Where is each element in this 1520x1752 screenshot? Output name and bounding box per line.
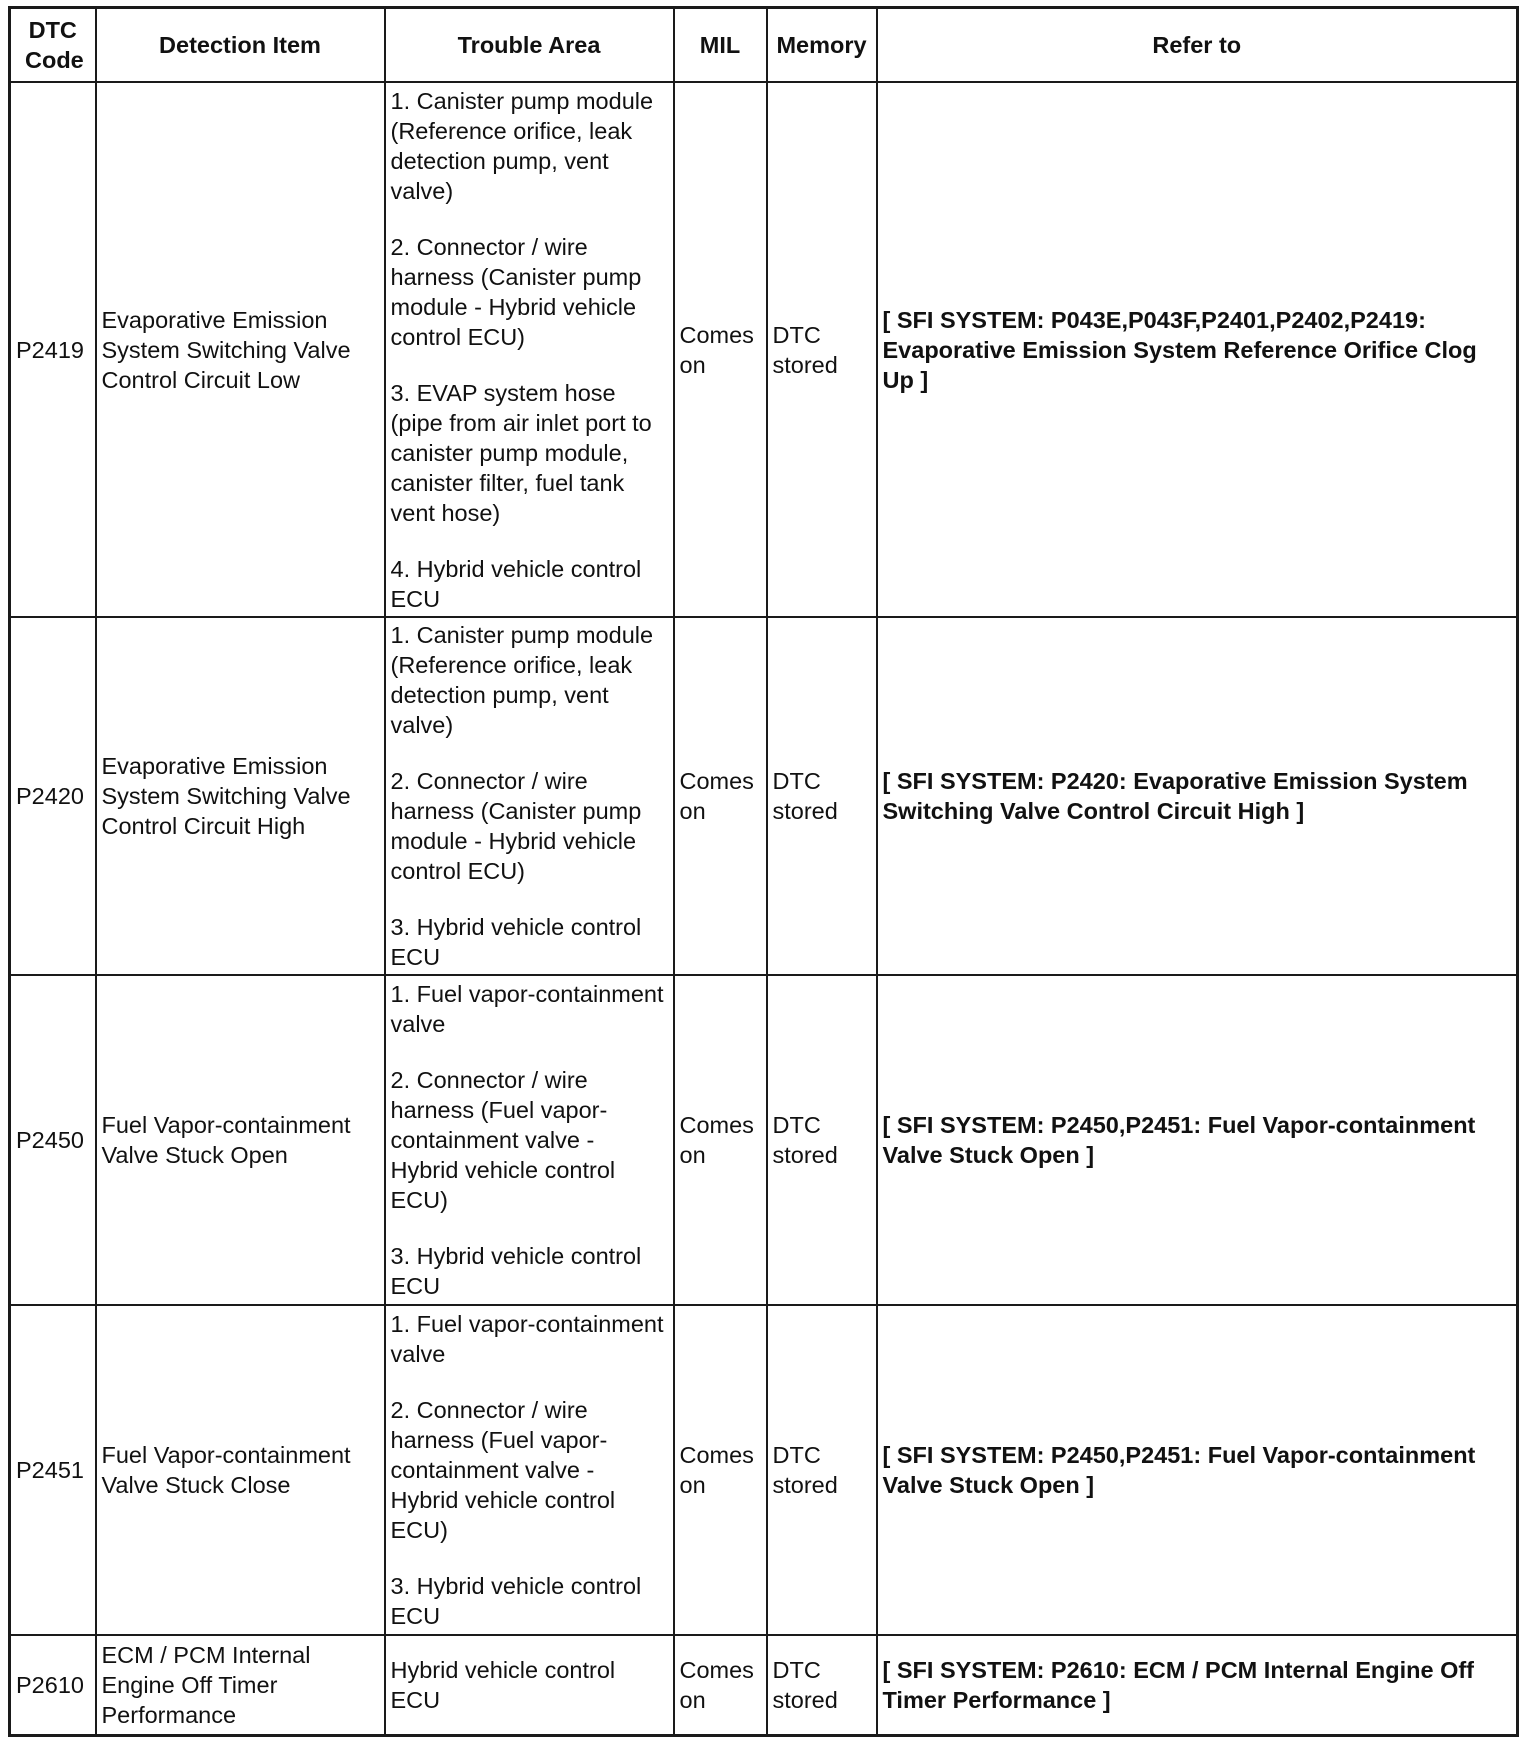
trouble-area-item: 3. Hybrid vehicle control ECU (390, 1573, 642, 1629)
trouble-area-item: 1. Canister pump module (Reference orifice, leak detection pump, vent valve) (390, 87, 654, 204)
memory-cell: DTC stored (767, 975, 877, 1305)
mil-cell: Comes on (674, 82, 767, 617)
detection-item-cell: Fuel Vapor-containment Valve Stuck Open (96, 975, 385, 1305)
trouble-area-item: 3. Hybrid vehicle control ECU (390, 1243, 642, 1299)
table-header-row (10, 8, 1518, 83)
trouble-area-cell (385, 1305, 674, 1635)
dtc-code-cell: P2450 (10, 975, 96, 1305)
trouble-area-cell (385, 82, 674, 617)
trouble-area-item: 3. Hybrid vehicle control ECU (390, 914, 642, 970)
trouble-area-cell (385, 1635, 674, 1735)
refer-to-link[interactable]: [ SFI SYSTEM: P2450,P2451: Fuel Vapor-containment Valve Stuck Open ] (877, 975, 1518, 1305)
refer-to-link[interactable]: [ SFI SYSTEM: P043E,P043F,P2401,P2402,P2419: Evaporative Emission System Reference Orifice Clog Up ] (877, 82, 1518, 617)
trouble-area-item: 2. Connector / wire harness (Fuel vapor-containment valve - Hybrid vehicle control ECU) (390, 1067, 616, 1213)
mil-cell: Comes on (674, 975, 767, 1305)
dtc-code-cell: P2420 (10, 617, 96, 975)
header-mil: MIL (674, 8, 767, 83)
memory-cell: DTC stored (767, 1635, 877, 1735)
refer-to-link[interactable]: [ SFI SYSTEM: P2610: ECM / PCM Internal Engine Off Timer Performance ] (877, 1635, 1518, 1735)
trouble-area-cell (385, 975, 674, 1305)
detection-item-cell: Fuel Vapor-containment Valve Stuck Close (96, 1305, 385, 1635)
dtc-code-cell: P2451 (10, 1305, 96, 1635)
header-dtc-code: DTC Code (10, 8, 96, 83)
table-row (10, 1305, 1518, 1635)
trouble-area-item: 3. EVAP system hose (pipe from air inlet port to canister pump module, canister filter, fuel tank vent hose) (390, 379, 652, 526)
dtc-code-cell: P2419 (10, 82, 96, 617)
trouble-area-item: 4. Hybrid vehicle control ECU (390, 555, 642, 612)
document-page (8, 6, 1516, 1737)
mil-cell: Comes on (674, 617, 767, 975)
header-refer-to: Refer to (877, 8, 1518, 83)
trouble-area-item: 2. Connector / wire harness (Fuel vapor-containment valve - Hybrid vehicle control ECU) (390, 1397, 616, 1543)
dtc-code-cell: P2610 (10, 1635, 96, 1735)
trouble-area-item: Hybrid vehicle control ECU (390, 1656, 616, 1713)
refer-to-link[interactable]: [ SFI SYSTEM: P2450,P2451: Fuel Vapor-containment Valve Stuck Open ] (877, 1305, 1518, 1635)
memory-cell: DTC stored (767, 1305, 877, 1635)
header-memory: Memory (767, 8, 877, 83)
trouble-area-item: 2. Connector / wire harness (Canister pump module - Hybrid vehicle control ECU) (390, 233, 642, 350)
mil-cell: Comes on (674, 1635, 767, 1735)
table-row (10, 1635, 1518, 1735)
detection-item-cell: Evaporative Emission System Switching Valve Control Circuit Low (96, 82, 385, 617)
trouble-area-item: 1. Canister pump module (Reference orifice, leak detection pump, vent valve) (390, 622, 654, 738)
detection-item-cell: ECM / PCM Internal Engine Off Timer Performance (96, 1635, 385, 1735)
memory-cell: DTC stored (767, 617, 877, 975)
header-detection-item: Detection Item (96, 8, 385, 83)
table-row (10, 82, 1518, 617)
table-row (10, 617, 1518, 975)
trouble-area-item: 1. Fuel vapor-containment valve (390, 981, 664, 1037)
table-row (10, 975, 1518, 1305)
refer-to-link[interactable]: [ SFI SYSTEM: P2420: Evaporative Emission System Switching Valve Control Circuit High ] (877, 617, 1518, 975)
dtc-table (8, 6, 1519, 1737)
header-trouble-area: Trouble Area (385, 8, 674, 83)
trouble-area-item: 1. Fuel vapor-containment valve (390, 1311, 664, 1367)
memory-cell: DTC stored (767, 82, 877, 617)
trouble-area-cell (385, 617, 674, 975)
mil-cell: Comes on (674, 1305, 767, 1635)
detection-item-cell: Evaporative Emission System Switching Valve Control Circuit High (96, 617, 385, 975)
trouble-area-item: 2. Connector / wire harness (Canister pump module - Hybrid vehicle control ECU) (390, 768, 642, 884)
